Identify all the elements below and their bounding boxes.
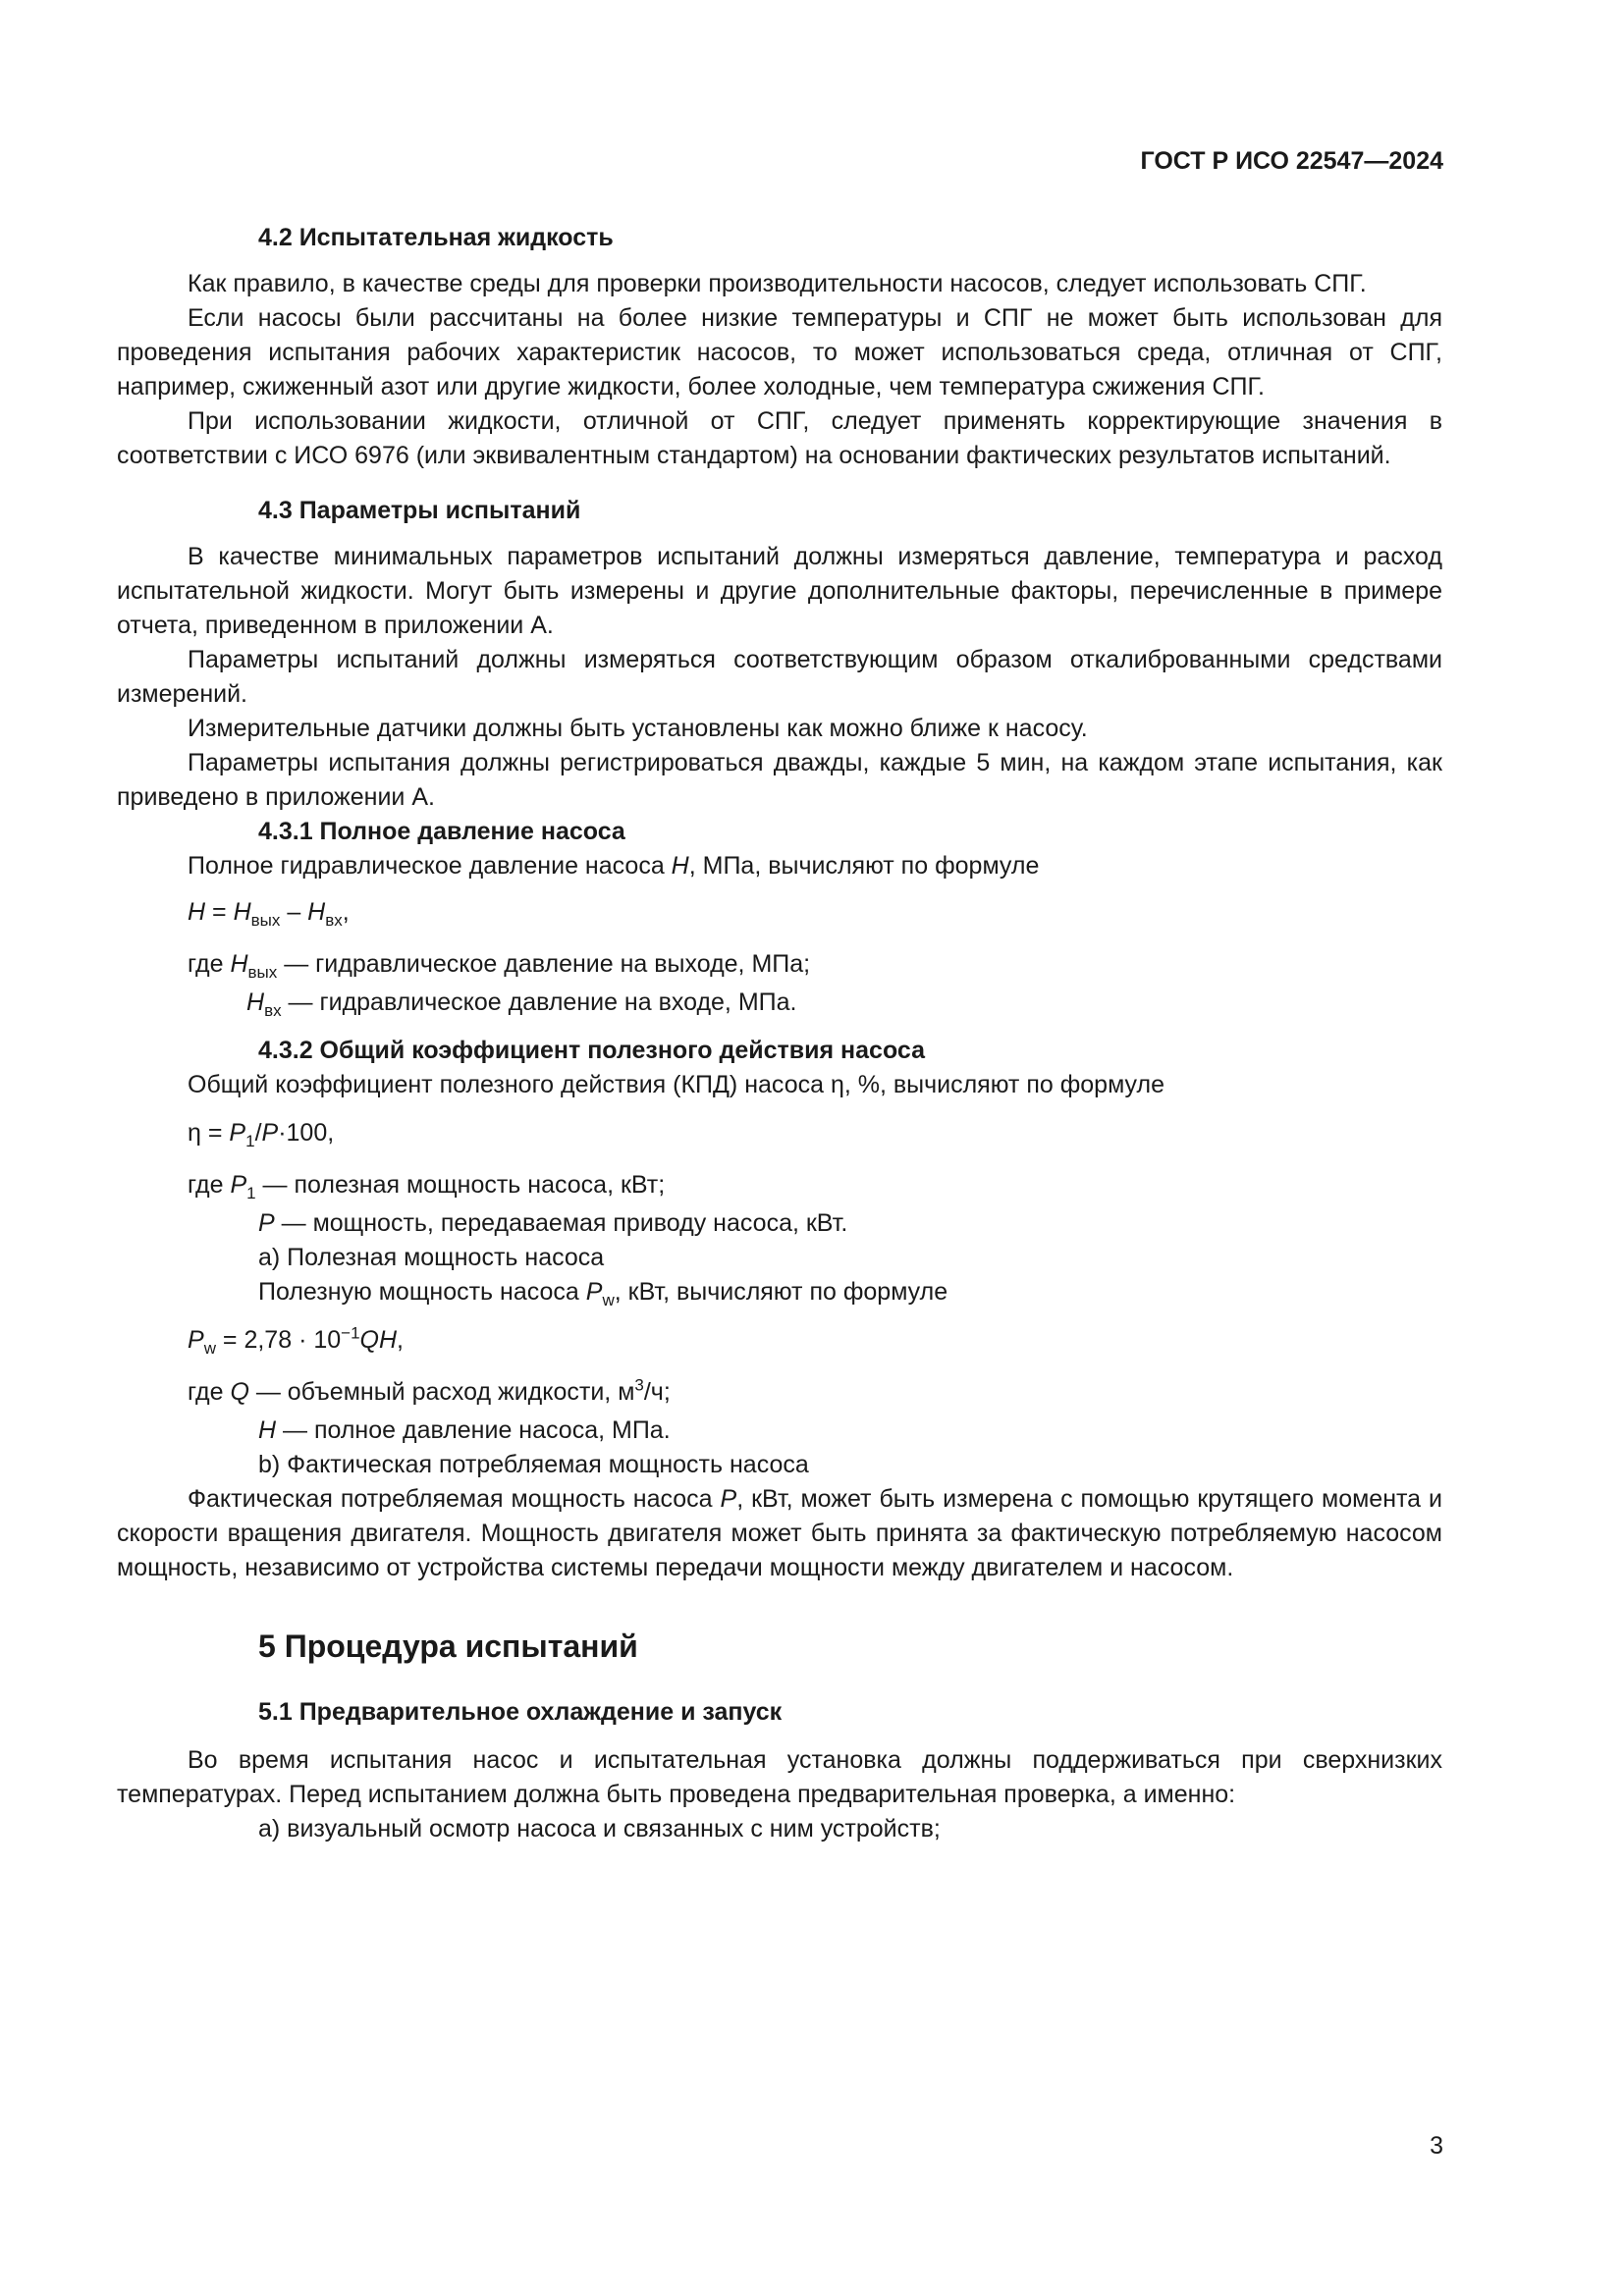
- paragraph: Параметры испытания должны регистрироваться дважды, каждые 5 мин, на каждом этапе испытания, как приведено в приложении А.: [117, 749, 1442, 811]
- formula-useful-power: $P_w = 2,78 \cdot 10^{-1}QH$,: [188, 1323, 404, 1358]
- paragraph: Измерительные датчики должны быть установлены как можно ближе к насосу.: [188, 715, 1088, 742]
- page-content: [117, 221, 1442, 1846]
- paragraph: Во время испытания насос и испытательная установка должны поддерживаться при сверхнизких температурах. Перед испытанием должна быть проведена предварительная проверка, а именно:: [117, 1746, 1442, 1808]
- where-line: где Q — объемный расход жидкости, $м^3/ч$;: [188, 1375, 671, 1406]
- section-4-3-title: 4.3 Параметры испытаний: [258, 497, 581, 524]
- formula-efficiency: $\eta = P_1/P\cdot 100$,: [188, 1119, 335, 1150]
- section-5-1-title: 5.1 Предварительное охлаждение и запуск: [258, 1698, 783, 1726]
- paragraph: Параметры испытаний должны измеряться соответствующим образом откалиброванными средствами измерений.: [117, 646, 1442, 708]
- list-item: b) Фактическая потребляемая мощность насоса: [258, 1451, 809, 1478]
- paragraph: Если насосы были рассчитаны на более низкие температуры и СПГ не может быть использован для проведения испытания рабочих характеристик насосов, то может использоваться среда, отличная от СПГ, например, сжиженный азот или другие жидкости, более холодные, чем температура сжижения СПГ.: [117, 304, 1442, 400]
- paragraph: В качестве минимальных параметров испытаний должны измеряться давление, температура и расход испытательной жидкости. Могут быть измерены и другие дополнительные факторы, перечисленные в примере отчета, приведенном в приложении А.: [117, 543, 1442, 639]
- where-line: H — полное давление насоса, МПа.: [258, 1416, 671, 1444]
- paragraph: Как правило, в качестве среды для проверки производительности насосов, следует использовать СПГ.: [188, 270, 1367, 297]
- page-number: 3: [1430, 2132, 1443, 2160]
- section-4-2-title: 4.2 Испытательная жидкость: [258, 224, 614, 251]
- paragraph: Фактическая потребляемая мощность насоса P, кВт, может быть измерена с помощью крутящего момента и скорости вращения двигателя. Мощность двигателя может быть принята за фактическую потребляемую насосом мощность, независимо от устройства системы передачи мощности между двигателем и насосом.: [117, 1485, 1442, 1581]
- formula-total-head: $H = H_{вых} - H_{вх}$,: [188, 898, 350, 930]
- where-line: P — мощность, передаваемая приводу насоса, кВт.: [258, 1209, 848, 1237]
- section-4-3-1-title: 4.3.1 Полное давление насоса: [258, 818, 625, 845]
- document-header: ГОСТ Р ИСО 22547—2024: [1140, 147, 1443, 175]
- list-item: a) визуальный осмотр насоса и связанных с ним устройств;: [258, 1815, 941, 1842]
- paragraph: Полное гидравлическое давление насоса H, МПа, вычисляют по формуле: [188, 852, 1040, 880]
- paragraph: Общий коэффициент полезного действия (КПД) насоса η, %, вычисляют по формуле: [188, 1071, 1164, 1098]
- section-5-title: 5 Процедура испытаний: [258, 1629, 638, 1664]
- where-line: где $P_1$ — полезная мощность насоса, кВт;: [188, 1171, 666, 1202]
- section-4-3-2-title: 4.3.2 Общий коэффициент полезного действия насоса: [258, 1037, 926, 1064]
- list-item: a) Полезная мощность насоса: [258, 1244, 605, 1271]
- where-line: $H_{вх}$ — гидравлическое давление на входе, МПа.: [246, 988, 797, 1020]
- where-line: где $H_{вых}$ — гидравлическое давление на выходе, МПа;: [188, 950, 811, 982]
- paragraph: При использовании жидкости, отличной от СПГ, следует применять корректирующие значения в соответствии с ИСО 6976 (или эквивалентным стандартом) на основании фактических результатов испытаний.: [117, 407, 1442, 469]
- paragraph: Полезную мощность насоса $P_w$, кВт, вычисляют по формуле: [258, 1278, 948, 1309]
